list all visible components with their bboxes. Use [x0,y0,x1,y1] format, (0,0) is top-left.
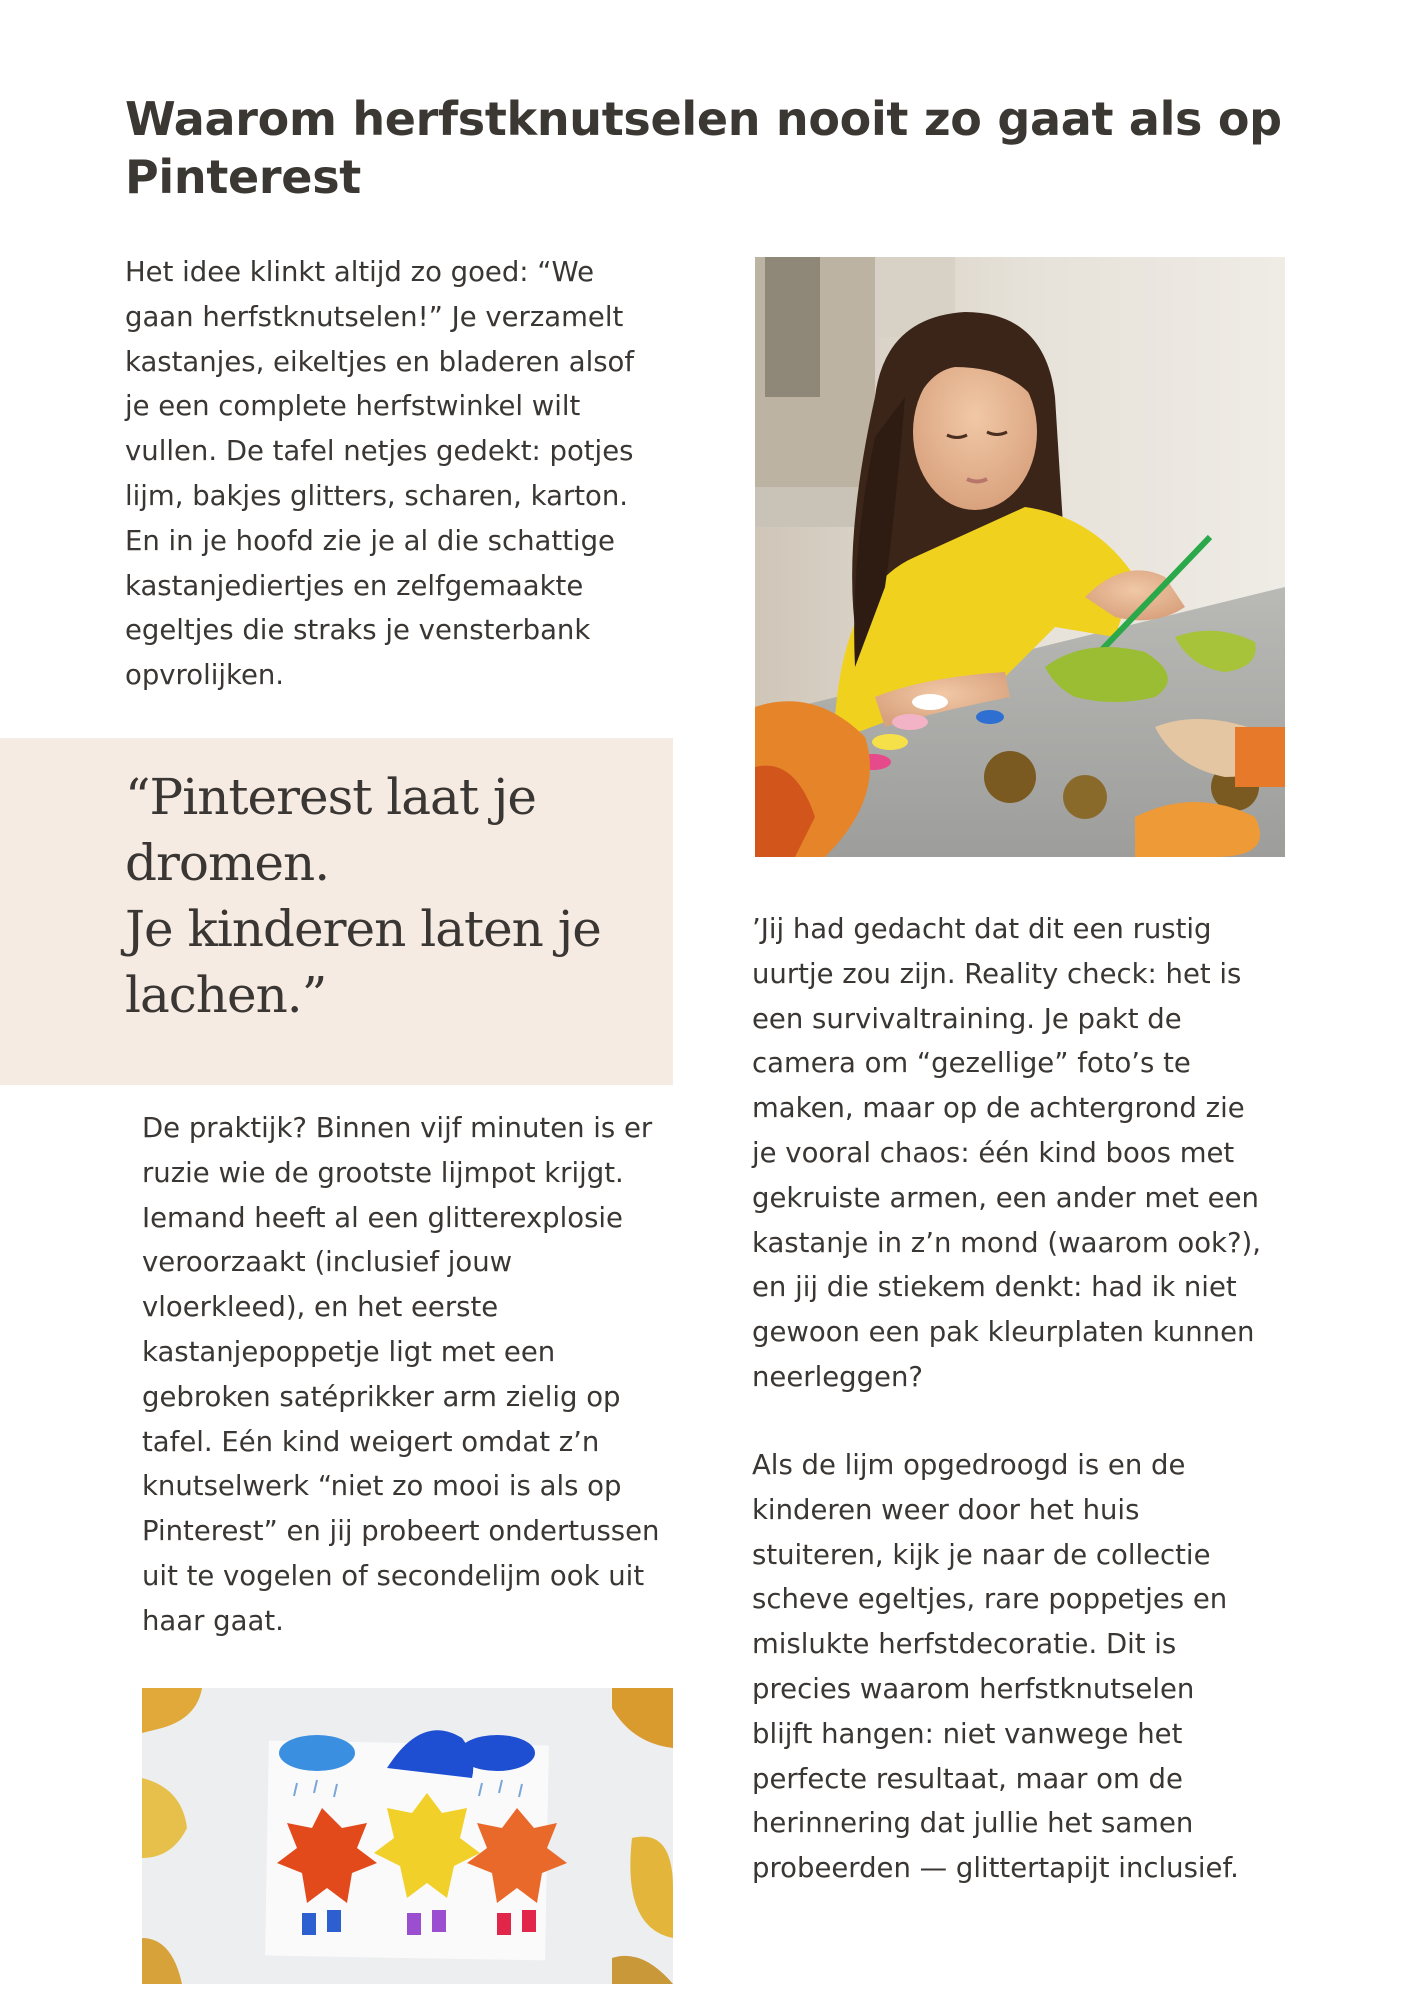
girl-painting-leaves-photo [755,257,1285,857]
intro-paragraph: Het idee klinkt altijd zo goed: “We gaan herfstknutselen!” Je verzamelt kastanjes, eikeltjes en bladeren alsof je een complete herfstwinkel wilt vullen. De tafel netjes gedekt: potjes lijm, bakjes glitters, scharen, karton. En in je hoofd zie je al die schattige kastanjediertjes en zelfgemaakte egeltjes die straks je vensterbank opvrolijken. [125,256,635,692]
leaf-craft-photo [142,1688,673,1984]
closing-paragraph: Als de lijm opgedroogd is en de kinderen weer door het huis stuiteren, kijk je naar de collectie scheve egeltjes, rare poppetjes en mislukte herfstdecoratie. Dit is precies waarom herfstknutselen blijft hangen: niet vanwege het perfecte resultaat, maar om de herinnering dat jullie het samen probeerden — glittertapijt inclusief. [752,1449,1239,1885]
practice-paragraph: De praktijk? Binnen vijf minuten is er ruzie wie de grootste lijmpot krijgt. Iemand heeft al een glitterexplosie veroorzaakt (inclusief jouw vloerkleed), en het eerste kastanjepoppetje ligt met een gebroken satéprikker arm zielig op tafel. Eén kind weigert omdat z’n knutselwerk “niet zo mooi is als op Pinterest” en jij probeert ondertussen uit te vogelen of secondelijm ook uit haar gaat. [142,1112,660,1637]
reality-check-paragraph: ’Jij had gedacht dat dit een rustig uurtje zou zijn. Reality check: het is een survivaltraining. Je pakt de camera om “gezellige” foto’s te maken, maar op de achtergrond zie je vooral chaos: één kind boos met gekruiste armen, een ander met een kastanje in z’n mond (waarom ook?), en jij die stiekem denkt: had ik niet gewoon een pak kleurplaten kunnen neerleggen? [752,913,1262,1393]
pull-quote: “Pinterest laat je dromen. Je kinderen laten je lachen.” [125,768,601,1024]
article-title: Waarom herfstknutselen nooit zo gaat als op Pinterest [125,92,1282,204]
